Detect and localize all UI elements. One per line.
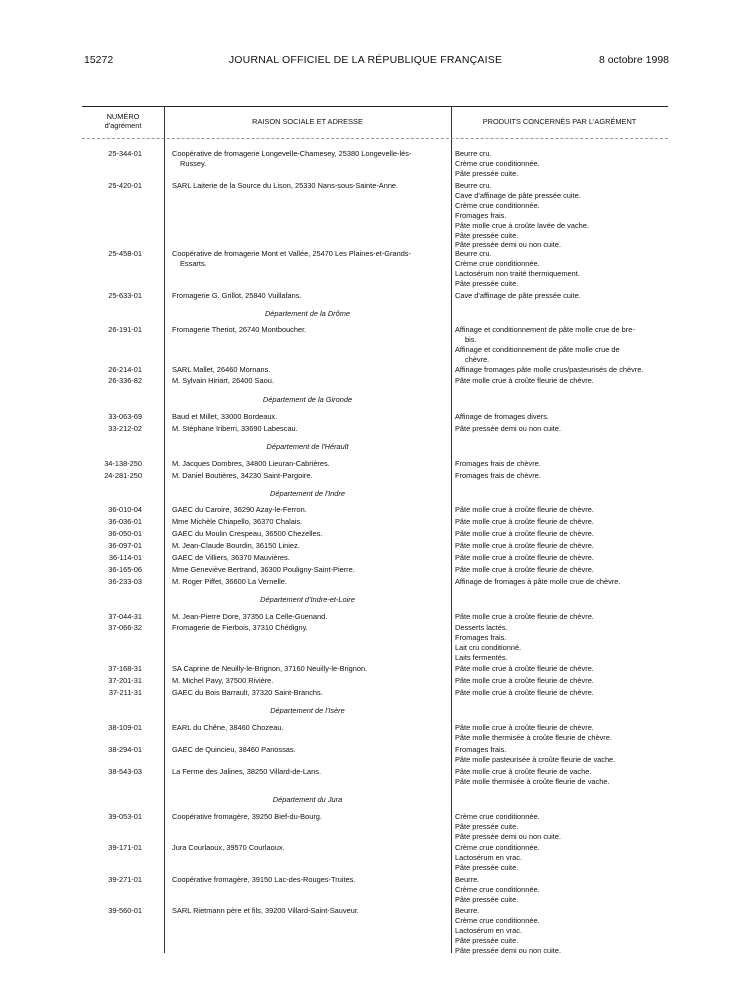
company-name-address	[172, 664, 444, 674]
column-header-raison: RAISON SOCIALE ET ADRESSE	[252, 116, 363, 126]
department-heading: Département de l'Hérault	[266, 442, 349, 451]
company-line: Fromagerie G. Grillot, 25840 Vuillafans.	[172, 291, 302, 300]
company-line: M. Jacques Dombres, 34800 Lieuran-Cabrières.	[172, 459, 330, 468]
company-line: M. Jean-Claude Bourdin, 36150 Liniez.	[172, 541, 300, 550]
product-item: Pâte molle crue à croûte fleurie de chèvre.	[455, 553, 594, 562]
column-header-numero-sublabel: d'agrément	[104, 121, 142, 130]
product-item: Pâte molle crue à croûte fleurie de chèvre.	[455, 517, 594, 526]
column-divider	[451, 107, 452, 953]
company-name-address	[172, 412, 444, 422]
company-name-address	[172, 505, 444, 515]
column-header-numero-label: NUMÉRO	[106, 112, 140, 122]
product-item: Beurre cru.	[455, 181, 492, 190]
company-line: SARL Laiterie de la Source du Lison, 25330 Nans-sous-Sainte-Anne.	[172, 181, 399, 190]
approval-number: 37-168-31	[108, 664, 142, 673]
company-line: GAEC du Caroire, 36290 Azay-le-Ferron.	[172, 505, 307, 514]
department-heading: Département du Jura	[272, 795, 343, 804]
column-header-produits: PRODUITS CONCERNÉS PAR L'AGRÉMENT	[482, 116, 637, 126]
company-name-address	[172, 723, 444, 733]
products-list	[455, 843, 665, 873]
product-item: Beurre cru.	[455, 149, 492, 158]
approval-number: 33-212-02	[108, 424, 142, 433]
product-item: Affinage et conditionnement de pâte molle crue de bre-	[455, 325, 635, 334]
company-line: Coopérative de fromagerie Longevelle-Chamesey, 25380 Longevelle-lès-	[172, 149, 412, 158]
product-item: Lactosérum en vrac.	[455, 852, 522, 862]
company-name-address	[172, 623, 444, 633]
company-name-address	[172, 906, 444, 916]
approval-number: 38-543-03	[108, 767, 142, 776]
products-list	[455, 623, 665, 663]
product-item: Pâte molle crue à croûte fleurie de chèvre.	[455, 541, 594, 550]
approval-number: 36-165-06	[108, 565, 142, 574]
products-list	[455, 875, 665, 905]
company-line: La Ferme des Jalines, 38250 Villard-de-Lans.	[172, 767, 321, 776]
products-list	[455, 553, 665, 563]
company-line: SARL Mallet, 26460 Mornans.	[172, 365, 271, 374]
product-item: Pâte pressée cuite.	[455, 894, 519, 904]
approval-number: 36-036-01	[108, 517, 142, 526]
products-list	[455, 812, 665, 842]
company-name-address	[172, 424, 444, 434]
company-name-address	[172, 875, 444, 885]
products-list	[455, 149, 665, 179]
products-list	[455, 424, 665, 434]
company-name-address	[172, 612, 444, 622]
company-line: SA Caprine de Neuilly-le-Brignon, 37160 Neuilly-le-Brignon.	[172, 664, 368, 673]
product-item: Pâte molle crue à croûte fleurie de chèvre.	[455, 505, 594, 514]
company-name-address	[172, 325, 444, 335]
product-item: bis.	[465, 334, 477, 344]
company-line: GAEC de Villiers, 36370 Mauvières.	[172, 553, 290, 562]
product-item: chèvre.	[465, 354, 490, 364]
product-item: Cave d'affinage de pâte pressée cuite.	[455, 291, 581, 300]
company-name-address	[172, 553, 444, 563]
approval-number: 36-097-01	[108, 541, 142, 550]
product-item: Pâte molle crue à croûte fleurie de chèvre.	[455, 664, 594, 673]
product-item: Pâte molle crue à croûte fleurie de vache.	[455, 767, 592, 776]
product-item: Lactosérum en vrac.	[455, 925, 522, 935]
company-line: EARL du Chêne, 38460 Chozeau.	[172, 723, 284, 732]
product-item: Pâte molle crue à croûte fleurie de chèvre.	[455, 565, 594, 574]
product-item: Pâte molle crue à croûte fleurie de chèvre.	[455, 376, 594, 385]
product-item: Pâte pressée demi ou non cuite.	[455, 831, 561, 841]
product-item: Pâte molle thermisée à croûte fleurie de vache.	[455, 776, 610, 786]
company-name-address	[172, 565, 444, 575]
company-line: Fromagerie Theriot, 26740 Montboucher.	[172, 325, 307, 334]
product-item: Pâte pressée demi ou non cuite.	[455, 945, 561, 955]
approval-number: 37-211-31	[108, 688, 142, 697]
product-item: Fromages frais de chèvre.	[455, 471, 541, 480]
company-line: M. Sylvain Hiriart, 26400 Saou.	[172, 376, 274, 385]
product-item: Pâte pressée cuite.	[455, 862, 519, 872]
product-item: Lactosérum non traité thermiquement.	[455, 268, 580, 278]
company-line: Fromagerie de Fierbois, 37310 Chédigny.	[172, 623, 308, 632]
approval-number: 34-138-250	[104, 459, 142, 468]
company-line: Coopérative fromagère, 39150 Lac-des-Rouges-Truites.	[172, 875, 356, 884]
company-name-address	[172, 688, 444, 698]
company-line: Mme Geneviève Bertrand, 36300 Pouligny-Saint-Pierre.	[172, 565, 355, 574]
company-name-address	[172, 812, 444, 822]
company-line: M. Daniel Boutières, 34230 Saint-Pargoire.	[172, 471, 313, 480]
department-heading: Département de l'Isère	[270, 706, 345, 715]
product-item: Pâte pressée demi ou non cuite.	[455, 240, 561, 250]
company-name-address	[172, 249, 444, 269]
company-name-address	[172, 529, 444, 539]
approval-number: 24-281-250	[104, 471, 142, 480]
product-item: Pâte pressée cuite.	[455, 230, 519, 240]
products-list	[455, 565, 665, 575]
product-item: Cave d'affinage de pâte pressée cuite.	[455, 190, 581, 200]
company-name-address	[172, 149, 444, 169]
product-item: Crème crue conditionnée.	[455, 915, 540, 925]
product-item: Pâte pressée cuite.	[455, 935, 519, 945]
product-item: Pâte molle pasteurisée à croûte fleurie de vache.	[455, 754, 616, 764]
approval-number: 36-233-03	[108, 577, 142, 586]
products-list	[455, 365, 665, 375]
approval-number: 36-050-01	[108, 529, 142, 538]
product-item: Fromages frais.	[455, 632, 507, 642]
products-list	[455, 471, 665, 481]
product-item: Crème crue conditionnée.	[455, 884, 540, 894]
approval-number: 37-201-31	[108, 676, 142, 685]
product-item: Pâte molle crue à croûte fleurie de chèvre.	[455, 723, 594, 732]
products-list	[455, 723, 665, 743]
product-item: Pâte pressée cuite.	[455, 821, 519, 831]
products-list	[455, 181, 665, 250]
product-item: Fromages frais.	[455, 745, 507, 754]
product-item: Lait cru conditionné.	[455, 642, 522, 652]
products-list	[455, 291, 665, 301]
company-name-address	[172, 843, 444, 853]
approval-number: 39-053-01	[108, 812, 142, 821]
company-line: M. Roger Piffet, 36600 La Vernelle.	[172, 577, 287, 586]
product-item: Fromages frais.	[455, 210, 507, 220]
company-name-address	[172, 577, 444, 587]
company-line: Russey.	[180, 158, 207, 168]
product-item: Pâte molle thermisée à croûte fleurie de chèvre.	[455, 732, 612, 742]
department-heading: Département de l'Indre	[270, 489, 345, 498]
products-list	[455, 376, 665, 386]
department-heading: Département de la Gironde	[262, 395, 353, 404]
products-list	[455, 459, 665, 469]
company-line: M. Jean-Pierre Dore, 37350 La Celle-Guenand.	[172, 612, 328, 621]
products-list	[455, 906, 665, 956]
products-list	[455, 664, 665, 674]
department-heading: Département de la Drôme	[264, 309, 351, 318]
product-item: Fromages frais de chèvre.	[455, 459, 541, 468]
product-item: Crème crue conditionnée.	[455, 200, 540, 210]
approval-number: 25-633-01	[108, 291, 142, 300]
products-list	[455, 612, 665, 622]
company-line: Jura Courlaoux, 39570 Courlaoux.	[172, 843, 285, 852]
approval-number: 39-560-01	[108, 906, 142, 915]
product-item: Beurre.	[455, 906, 480, 915]
products-list	[455, 745, 665, 765]
product-item: Beurre cru.	[455, 249, 492, 258]
product-item: Affinage fromages pâte molle crus/pasteurisés de chèvre.	[455, 365, 644, 374]
products-list	[455, 517, 665, 527]
company-line: Baud et Millet, 33000 Bordeaux.	[172, 412, 278, 421]
approval-number: 36-114-01	[108, 553, 142, 562]
product-item: Crème crue conditionnée.	[455, 158, 540, 168]
department-heading: Département d'Indre-et-Loire	[260, 595, 355, 604]
company-name-address	[172, 471, 444, 481]
product-item: Affinage et conditionnement de pâte molle crue de	[455, 344, 620, 354]
products-list	[455, 577, 665, 587]
products-list	[455, 541, 665, 551]
approval-number: 38-294-01	[108, 745, 142, 754]
company-name-address	[172, 517, 444, 527]
company-name-address	[172, 676, 444, 686]
product-item: Pâte molle crue à croûte lavée de vache.	[455, 220, 589, 230]
column-header-numero	[82, 107, 164, 137]
company-name-address	[172, 767, 444, 777]
company-name-address	[172, 365, 444, 375]
products-list	[455, 325, 665, 365]
company-name-address	[172, 459, 444, 469]
company-line: Coopérative fromagère, 39250 Bief-du-Bourg.	[172, 812, 322, 821]
company-name-address	[172, 291, 444, 301]
journal-title: JOURNAL OFFICIEL DE LA RÉPUBLIQUE FRANÇAISE	[228, 54, 503, 66]
products-list	[455, 505, 665, 515]
company-line: M. Michel Pavy, 37500 Rivière.	[172, 676, 274, 685]
product-item: Pâte molle crue à croûte fleurie de chèvre.	[455, 612, 594, 621]
product-item: Beurre.	[455, 875, 480, 884]
company-line: Mme Michèle Chiapello, 36370 Chalais.	[172, 517, 303, 526]
products-list	[455, 412, 665, 422]
approval-number: 26-191-01	[108, 325, 142, 334]
products-list	[455, 529, 665, 539]
products-list	[455, 688, 665, 698]
company-name-address	[172, 376, 444, 386]
company-line: GAEC de Quincieu, 38460 Panossas.	[172, 745, 296, 754]
company-line: GAEC du Bois Barrault, 37320 Saint-Branchs.	[172, 688, 323, 697]
approval-table	[82, 106, 668, 953]
product-item: Desserts lactés.	[455, 623, 508, 632]
page-number: 15272	[84, 54, 114, 66]
company-name-address	[172, 181, 444, 191]
product-item: Pâte pressée cuite.	[455, 168, 519, 178]
company-line: Essarts.	[180, 258, 207, 268]
product-item: Affinage de fromages à pâte molle crue de chèvre.	[455, 577, 621, 586]
product-item: Affinage de fromages divers.	[455, 412, 549, 421]
approval-number: 39-171-01	[108, 843, 142, 852]
product-item: Crème crue conditionnée.	[455, 812, 540, 821]
approval-number: 33-063-69	[108, 412, 142, 421]
approval-number: 26-336-82	[108, 376, 142, 385]
product-item: Pâte pressée cuite.	[455, 278, 519, 288]
product-item: Crème crue conditionnée.	[455, 843, 540, 852]
products-list	[455, 249, 665, 289]
company-line: Coopérative de fromagerie Mont et Vallée, 25470 Les Plaines-et-Grands-	[172, 249, 411, 258]
product-item: Crème crue conditionnée.	[455, 258, 540, 268]
approval-number: 38-109-01	[108, 723, 142, 732]
approval-number: 37-044-31	[108, 612, 142, 621]
product-item: Pâte pressée demi ou non cuite.	[455, 424, 561, 433]
products-list	[455, 767, 665, 787]
company-line: SARL Rietmann père et fils, 39200 Villard-Saint-Sauveur.	[172, 906, 359, 915]
approval-number: 36-010-04	[108, 505, 142, 514]
company-line: M. Stéphane Iriberri, 33690 Labescau.	[172, 424, 298, 433]
products-list	[455, 676, 665, 686]
approval-number: 25-458-01	[108, 249, 142, 258]
column-divider	[164, 107, 165, 953]
product-item: Pâte molle crue à croûte fleurie de chèvre.	[455, 688, 594, 697]
company-name-address	[172, 745, 444, 755]
approval-number: 25-344-01	[108, 149, 142, 158]
issue-date: 8 octobre 1998	[598, 54, 669, 66]
approval-number: 39-271-01	[108, 875, 142, 884]
product-item: Pâte molle crue à croûte fleurie de chèvre.	[455, 529, 594, 538]
product-item: Laits fermentés.	[455, 652, 508, 662]
approval-number: 25-420-01	[108, 181, 142, 190]
header-rule	[82, 138, 668, 139]
approval-number: 26-214-01	[108, 365, 142, 374]
company-name-address	[172, 541, 444, 551]
approval-number: 37-066-32	[108, 623, 142, 632]
product-item: Pâte molle crue à croûte fleurie de chèvre.	[455, 676, 594, 685]
company-line: GAEC du Moulin Crespeau, 36500 Chezelles.	[172, 529, 323, 538]
